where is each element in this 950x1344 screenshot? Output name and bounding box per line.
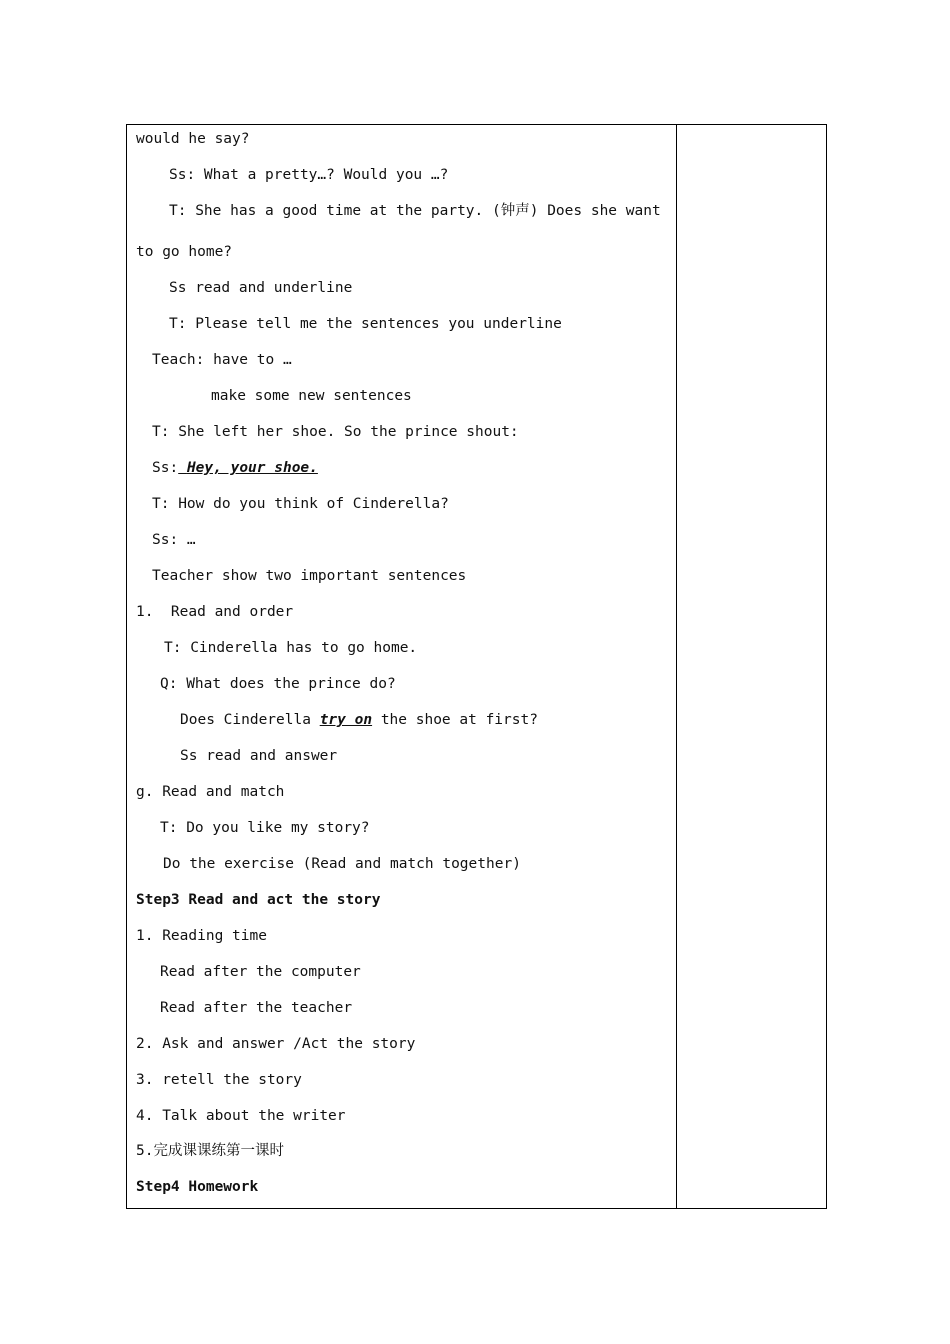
lesson-plan-table	[126, 124, 827, 1209]
text-line: Ss read and answer	[180, 748, 338, 764]
text-line: 1. Read and order	[136, 604, 294, 620]
text-line	[152, 459, 318, 477]
text-line: 4. Talk about the writer	[136, 1108, 346, 1124]
text-segment: Does Cinderella	[180, 712, 311, 728]
text-line: Teacher show two important sentences	[152, 568, 467, 584]
text-line: make some new sentences	[211, 388, 412, 404]
text-line: Do the exercise (Read and match together)	[163, 856, 521, 872]
text-line: 5.完成课课练第一课时	[136, 1143, 284, 1159]
text-line: 2. Ask and answer /Act the story	[136, 1036, 416, 1052]
text-line: Q: What does the prince do?	[160, 676, 396, 692]
text-line: T: Cinderella has to go home.	[164, 640, 418, 656]
text-line: to go home?	[136, 244, 233, 260]
text-line: T: Please tell me the sentences you underline	[169, 316, 562, 332]
underlined-answer: Hey, your shoe.	[186, 460, 318, 476]
text-line: would he say?	[136, 131, 250, 147]
step-heading: Step3 Read and act the story	[136, 892, 381, 908]
column-divider	[676, 125, 677, 1208]
text-line	[180, 711, 538, 729]
text-line: g. Read and match	[136, 784, 285, 800]
text-line: T: She left her shoe. So the prince shout:	[152, 424, 519, 440]
text-line: Read after the computer	[160, 964, 361, 980]
text-segment: the shoe at first?	[380, 712, 538, 728]
text-line: Teach: have to …	[152, 352, 292, 368]
text-line: T: She has a good time at the party. (钟声) Does she want	[169, 203, 661, 219]
text-line: 3. retell the story	[136, 1072, 302, 1088]
ss-label: Ss:	[152, 460, 179, 476]
text-line: 1. Reading time	[136, 928, 267, 944]
text-line: Ss: …	[152, 532, 196, 548]
text-line: T: How do you think of Cinderella?	[152, 496, 449, 512]
text-line: T: Do you like my story?	[160, 820, 370, 836]
step-heading: Step4 Homework	[136, 1179, 259, 1195]
blank-underline	[178, 460, 187, 476]
underlined-phrase: try on	[319, 712, 373, 728]
text-line: Ss read and underline	[169, 280, 353, 296]
text-line: Ss: What a pretty…? Would you …?	[169, 167, 449, 183]
text-line: Read after the teacher	[160, 1000, 353, 1016]
